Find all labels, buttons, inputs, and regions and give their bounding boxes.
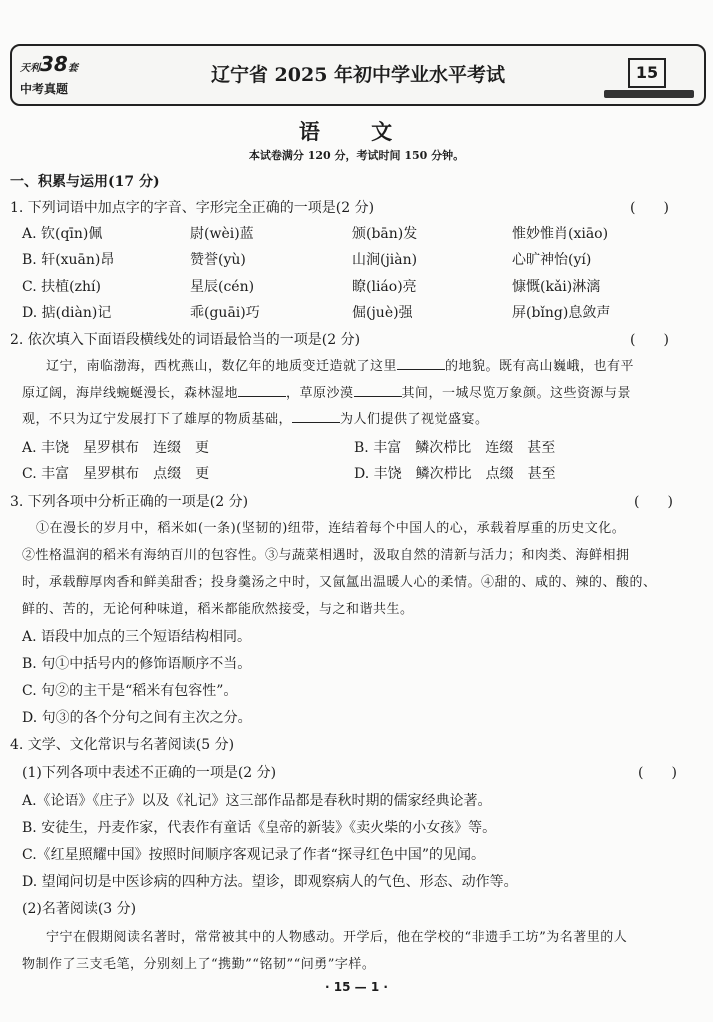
q1-row-d-3: 倔(juè)强	[352, 305, 413, 321]
q1-row-b-3: 山涧(jiàn)	[352, 252, 418, 268]
q4-answer-paren: ( )	[638, 765, 677, 781]
q3-option-c: C. 句②的主干是“稻米有包容性”。	[22, 683, 238, 699]
q2-passage-line-1: 辽宁，南临渤海，西枕燕山，数亿年的地质变迁造就了这里 的地貌。既有高山巍峨，也有平	[46, 359, 635, 374]
page-footer: · 15 — 1 ·	[325, 980, 388, 994]
exam-header-banner	[10, 44, 706, 106]
paper-number: 15	[628, 58, 666, 88]
q4-stem: 4. 文学、文化常识与名著阅读(5 分)	[10, 737, 235, 753]
q4-option-a: A.《论语》《庄子》以及《礼记》这三部作品都是春秋时期的儒家经典论著。	[22, 793, 492, 809]
q4-paragraph-line-2: 物制作了三支毛笔，分别刻上了“携勤”“铭韧”“问勇”字样。	[22, 957, 376, 972]
blank-3	[354, 384, 402, 397]
q4-option-b: B. 安徒生，丹麦作家，代表作有童话《皇帝的新装》《卖火柴的小女孩》等。	[22, 820, 497, 836]
q4-option-d: D. 望闻问切是中医诊病的四种方法。望诊，即观察病人的气色、形态、动作等。	[22, 874, 518, 890]
q1-row-c-1: C. 扶植(zhí)	[22, 279, 101, 295]
q1-row-c-4: 慷慨(kǎi)淋漓	[512, 279, 601, 295]
q1-row-d-2: 乖(guāi)巧	[190, 305, 260, 321]
q2-passage-line-3: 观，不只为辽宁发展打下了雄厚的物质基础， 为人们提供了视觉盛宴。	[22, 412, 489, 427]
q3-option-d: D. 句③的各个分句之间有主次之分。	[22, 710, 252, 726]
q1-row-b-2: 赞誉(yù)	[190, 252, 246, 268]
q3-option-a: A. 语段中加点的三个短语结构相同。	[22, 629, 252, 645]
q1-answer-paren: ( )	[630, 200, 669, 216]
q2-option-a: A. 丰饶 星罗棋布 连缀 更	[22, 440, 210, 456]
brand-logo: 天利38套	[20, 52, 78, 76]
brand-subtitle: 中考真题	[20, 82, 69, 96]
q1-row-d-4: 屏(bǐng)息敛声	[512, 305, 611, 321]
blank-1	[397, 357, 445, 370]
q3-answer-paren: ( )	[634, 494, 673, 510]
q3-option-b: B. 句①中括号内的修饰语顺序不当。	[22, 656, 252, 672]
header-decor-bar	[604, 90, 694, 98]
q1-row-a-4: 惟妙惟肖(xiāo)	[512, 226, 609, 242]
q1-row-c-3: 瞭(liáo)亮	[352, 279, 417, 295]
q2-passage-line-2: 原辽阔，海岸线蜿蜒漫长，森林湿地 ，草原沙漠 其间，一城尽览万象颜。这些资源与景	[22, 386, 632, 401]
q2-option-d: D. 丰饶 鳞次栉比 点缀 甚至	[354, 466, 556, 482]
q4-sub2: (2)名著阅读(3 分)	[22, 901, 137, 917]
q1-row-b-4: 心旷神怡(yí)	[512, 252, 592, 268]
blank-2	[238, 384, 286, 397]
q2-option-b: B. 丰富 鳞次栉比 连缀 甚至	[354, 440, 556, 456]
q3-passage-line-2: ②性格温润的稻米有海纳百川的包容性。③与蔬菜相遇时，汲取自然的清新与活力；和肉类、海鲜相拥	[22, 548, 630, 563]
q4-sub1: (1)下列各项中表述不正确的一项是(2 分)	[22, 765, 277, 781]
q1-row-a-1: A. 钦(qīn)佩	[22, 226, 103, 242]
q2-answer-paren: ( )	[630, 332, 669, 348]
q1-row-a-2: 尉(wèi)蓝	[190, 226, 254, 242]
q3-passage-line-4: 鲜的、苦的，无论何种味道，稻米都能欣然接受，与之和谐共生。	[22, 602, 414, 617]
q4-paragraph-line-1: 宁宁在假期阅读名著时，常常被其中的人物感动。开学后，他在学校的“非遗手工坊”为名著里的人	[46, 930, 628, 945]
subject-title: 语 文	[298, 119, 415, 144]
q4-option-c: C.《红星照耀中国》按照时间顺序客观记录了作者“探寻红色中国”的见闻。	[22, 847, 485, 863]
q1-row-c-2: 星辰(cén)	[190, 279, 255, 295]
q1-row-d-1: D. 掂(diàn)记	[22, 305, 112, 321]
q1-stem: 1. 下列词语中加点字的字音、字形完全正确的一项是(2 分)	[10, 200, 375, 216]
q3-stem: 3. 下列各项中分析正确的一项是(2 分)	[10, 494, 249, 510]
section-heading: 一、积累与运用(17 分)	[10, 174, 160, 190]
q2-option-c: C. 丰富 星罗棋布 点缀 更	[22, 466, 210, 482]
q1-row-b-1: B. 轩(xuān)昂	[22, 252, 115, 268]
q3-passage-line-1: ①在漫长的岁月中，稻米如(一条)(坚韧的)纽带，连结着每个中国人的心，承载着厚重的历史文化。	[36, 521, 626, 536]
exam-note: 本试卷满分 120 分，考试时间 150 分钟。	[248, 149, 465, 162]
exam-title: 辽宁省 2025 年初中学业水平考试	[210, 64, 506, 86]
q2-stem: 2. 依次填入下面语段横线处的词语最恰当的一项是(2 分)	[10, 332, 361, 348]
q3-passage-line-3: 时，承载醇厚肉香和鲜美甜香；投身羹汤之中时，又氤氲出温暖人心的柔情。④甜的、咸的、辣的、酸的、	[22, 575, 657, 590]
q1-row-a-3: 颁(bān)发	[352, 226, 418, 242]
blank-4	[292, 410, 340, 423]
